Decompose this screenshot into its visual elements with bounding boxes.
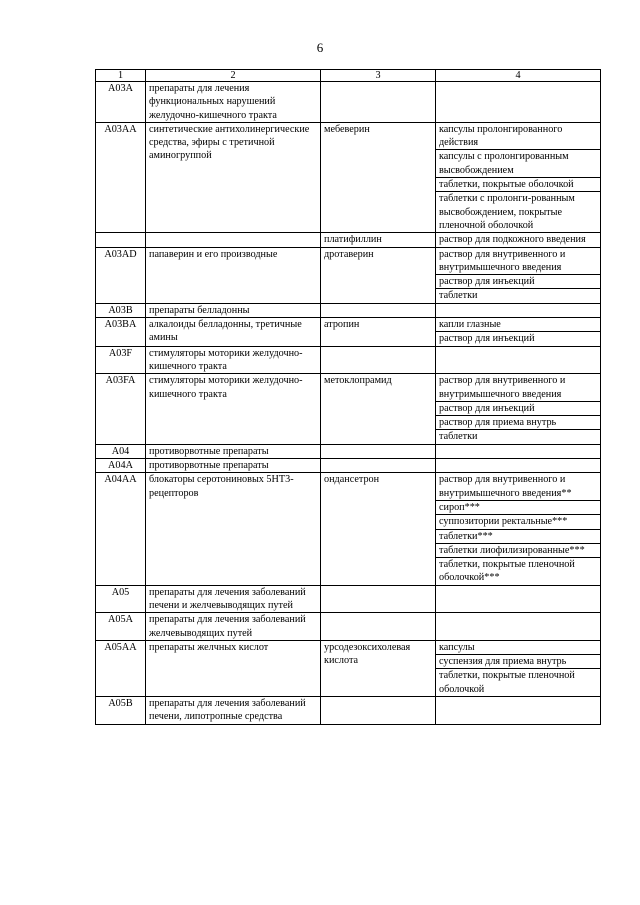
- dosage-form-list: [436, 318, 600, 346]
- group-name-cell: препараты для лечения функциональных нарушений желудочно-кишечного тракта: [146, 82, 321, 123]
- table-row: [96, 247, 601, 303]
- header-col-3: 3: [321, 70, 436, 82]
- drug-name-cell: метоклопрамид: [321, 374, 436, 444]
- dosage-forms-cell: [436, 473, 601, 585]
- group-name-cell: препараты белладонны: [146, 303, 321, 317]
- table-row: [96, 346, 601, 374]
- atc-code-cell: A03B: [96, 303, 146, 317]
- group-name-cell: блокаторы серотониновых 5HT3-рецепторов: [146, 473, 321, 585]
- atc-code-cell: [96, 233, 146, 247]
- dosage-forms-cell: [436, 613, 601, 641]
- drug-name-cell: атропин: [321, 318, 436, 347]
- dosage-form-item: раствор для приема внутрь: [436, 416, 600, 430]
- atc-code-cell: A05AA: [96, 640, 146, 696]
- group-name-cell: синтетические антихолинергические средства, эфиры с третичной аминогруппой: [146, 122, 321, 232]
- table-row: [96, 122, 601, 232]
- dosage-form-item: капсулы: [436, 641, 600, 655]
- group-name-cell: [146, 233, 321, 247]
- dosage-form-list: [436, 374, 600, 443]
- atc-code-cell: A04: [96, 444, 146, 458]
- drug-name-cell: платифиллин: [321, 233, 436, 247]
- dosage-forms-cell: [436, 346, 601, 374]
- dosage-forms-cell: [436, 585, 601, 613]
- group-name-cell: папаверин и его производные: [146, 247, 321, 303]
- table-row: [96, 82, 601, 123]
- atc-code-cell: A04A: [96, 459, 146, 473]
- table-row: [96, 585, 601, 613]
- table-row: [96, 233, 601, 247]
- dosage-forms-cell: [436, 122, 601, 232]
- dosage-form-item: таблетки, покрытые оболочкой: [436, 178, 600, 192]
- dosage-forms-cell: [436, 374, 601, 444]
- atc-code-cell: A05A: [96, 613, 146, 641]
- table-row: [96, 613, 601, 641]
- drug-name-cell: [321, 585, 436, 613]
- dosage-form-list: [436, 123, 600, 232]
- drug-name-cell: [321, 697, 436, 725]
- header-col-1: 1: [96, 70, 146, 82]
- table-header-row: [96, 70, 601, 82]
- drug-name-cell: [321, 82, 436, 123]
- table-row: [96, 444, 601, 458]
- table-row: [96, 697, 601, 725]
- drug-name-cell: дротаверин: [321, 247, 436, 303]
- table-row: [96, 374, 601, 444]
- dosage-form-item: раствор для внутривенного и внутримышечного введения**: [436, 473, 600, 501]
- atc-code-cell: A03AA: [96, 122, 146, 232]
- group-name-cell: противорвотные препараты: [146, 444, 321, 458]
- group-name-cell: препараты желчных кислот: [146, 640, 321, 696]
- drug-name-cell: урсодезоксихолевая кислота: [321, 640, 436, 696]
- atc-code-cell: A05: [96, 585, 146, 613]
- dosage-form-item: таблетки, покрытые пленочной оболочкой: [439, 670, 575, 695]
- drug-name-cell: [321, 346, 436, 374]
- drug-name-cell: [321, 613, 436, 641]
- dosage-form-item: таблетки***: [436, 530, 600, 544]
- drug-table: [95, 69, 601, 725]
- page-number: 6: [316, 40, 324, 55]
- dosage-form-item: суппозитории ректальные***: [436, 515, 600, 529]
- group-name-cell: противорвотные препараты: [146, 459, 321, 473]
- dosage-form-item: таблетки: [439, 431, 478, 443]
- dosage-forms-cell: [436, 697, 601, 725]
- dosage-form-item: капли глазные: [436, 318, 600, 332]
- atc-code-cell: A03BA: [96, 318, 146, 347]
- dosage-forms-cell: [436, 459, 601, 473]
- dosage-form-item: таблетки с пролонги-рованным высвобождением, покрытые пленочной оболочкой: [439, 193, 575, 231]
- dosage-form-item: капсулы пролонгированного действия: [436, 123, 600, 151]
- atc-code-cell: A05B: [96, 697, 146, 725]
- table-row: [96, 303, 601, 317]
- group-name-cell: препараты для лечения заболеваний печени, липотропные средства: [146, 697, 321, 725]
- group-name-cell: алкалоиды белладонны, третичные амины: [146, 318, 321, 347]
- dosage-form-item: раствор для внутривенного и внутримышечного введения: [436, 248, 600, 276]
- atc-code-cell: A03A: [96, 82, 146, 123]
- atc-code-cell: A03AD: [96, 247, 146, 303]
- dosage-form-item: таблетки: [439, 290, 478, 302]
- dosage-forms-cell: [436, 82, 601, 123]
- dosage-form-item: таблетки, покрытые пленочной оболочкой***: [439, 559, 575, 584]
- group-name-cell: стимуляторы моторики желудочно-кишечного тракта: [146, 374, 321, 444]
- dosage-form-item: раствор для инъекций: [436, 275, 600, 289]
- header-col-4: 4: [436, 70, 601, 82]
- group-name-cell: препараты для лечения заболеваний желчевыводящих путей: [146, 613, 321, 641]
- dosage-form-list: [436, 233, 600, 246]
- atc-code-cell: A04AA: [96, 473, 146, 585]
- drug-name-cell: [321, 444, 436, 458]
- group-name-cell: стимуляторы моторики желудочно-кишечного тракта: [146, 346, 321, 374]
- dosage-forms-cell: [436, 444, 601, 458]
- dosage-form-item: раствор для инъекций: [439, 333, 535, 345]
- table-row: [96, 640, 601, 696]
- dosage-forms-cell: [436, 318, 601, 347]
- table-row: [96, 473, 601, 585]
- dosage-forms-cell: [436, 233, 601, 247]
- dosage-form-list: [436, 248, 600, 303]
- table-row: [96, 459, 601, 473]
- dosage-form-item: раствор для инъекций: [436, 402, 600, 416]
- drug-name-cell: ондансетрон: [321, 473, 436, 585]
- drug-name-cell: мебеверин: [321, 122, 436, 232]
- group-name-cell: препараты для лечения заболеваний печени и желчевыводящих путей: [146, 585, 321, 613]
- dosage-forms-cell: [436, 247, 601, 303]
- drug-name-cell: [321, 459, 436, 473]
- dosage-form-item: раствор для подкожного введения: [439, 234, 586, 246]
- dosage-form-item: капсулы с пролонгированным высвобождением: [436, 150, 600, 178]
- dosage-form-list: [436, 641, 600, 696]
- dosage-form-item: таблетки лиофилизированные***: [436, 544, 600, 558]
- dosage-forms-cell: [436, 640, 601, 696]
- drug-name-cell: [321, 303, 436, 317]
- dosage-form-item: сироп***: [436, 501, 600, 515]
- dosage-form-list: [436, 473, 600, 584]
- header-col-2: 2: [146, 70, 321, 82]
- dosage-form-item: раствор для внутривенного и внутримышечного введения: [436, 374, 600, 402]
- dosage-forms-cell: [436, 303, 601, 317]
- dosage-form-item: суспензия для приема внутрь: [436, 655, 600, 669]
- atc-code-cell: A03FA: [96, 374, 146, 444]
- atc-code-cell: A03F: [96, 346, 146, 374]
- table-row: [96, 318, 601, 347]
